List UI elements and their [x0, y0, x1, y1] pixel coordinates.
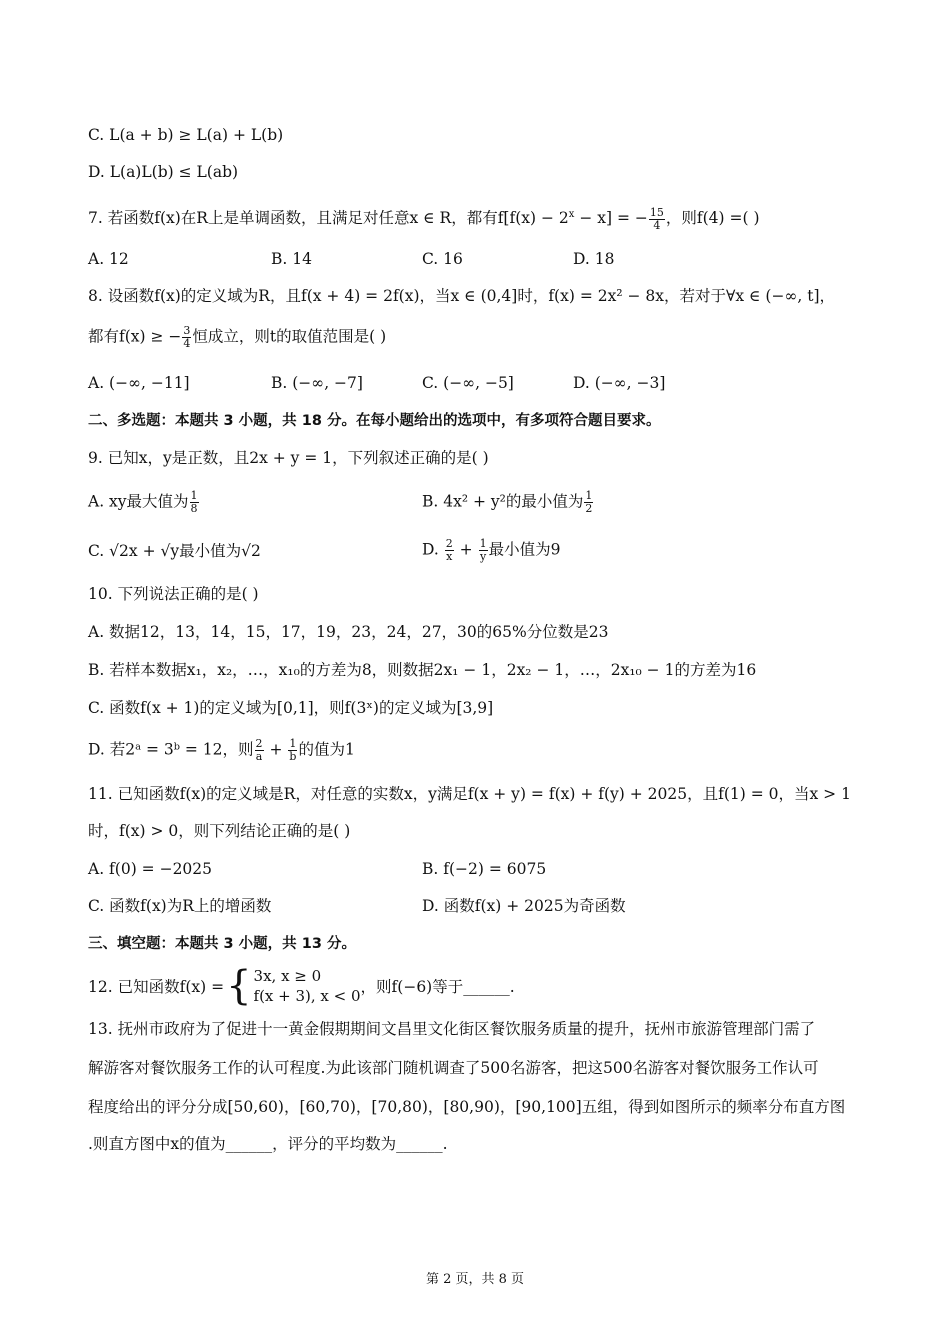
q6-option-d: D. L(a)L(b) ≤ L(ab): [88, 163, 239, 181]
q8-option-c: C. (−∞, −5]: [422, 374, 514, 392]
q9-option-a: [88, 490, 200, 515]
q9d-plus: +: [454, 540, 478, 559]
q7-exp: x: [568, 209, 575, 220]
section-3-heading: 三、填空题：本题共 3 小题，共 13 分。: [88, 936, 356, 952]
q10-option-c: C. 函数f(x + 1)的定义域为[0,1]，则f(3ˣ)的定义域为[3,9]: [88, 699, 494, 717]
q8-stem-line2: [88, 325, 386, 350]
q12-cases: [254, 966, 361, 1006]
q9a-num: 1: [190, 489, 198, 502]
page-footer: 第 2 页，共 8 页: [425, 1272, 525, 1287]
q10-stem: 10. 下列说法正确的是( ): [88, 585, 259, 603]
q9a-text: A. xy最大值为: [88, 492, 189, 511]
q9b-fraction: [584, 490, 593, 515]
q9d-num2: 1: [479, 537, 487, 550]
q10d-post: 的值为1: [298, 740, 355, 759]
q8-stem-pre: 都有f(x) ≥ −: [88, 327, 182, 346]
q7-stem: [88, 204, 760, 232]
q8-option-d: D. (−∞, −3]: [573, 374, 666, 392]
q10-option-d: [88, 738, 355, 763]
q11-option-d: D. 函数f(x) + 2025为奇函数: [422, 897, 626, 915]
q10d-num2: 1: [289, 737, 297, 750]
q9-option-c: C. √2x + √y最小值为√2: [88, 542, 261, 560]
q11-option-c: C. 函数f(x)为R上的增函数: [88, 897, 272, 915]
q9b-text: B. 4x² + y²的最小值为: [422, 492, 584, 511]
q8-option-a: A. (−∞, −11]: [88, 374, 190, 392]
q12-stem: [88, 964, 515, 1008]
q7-option-d: D. 18: [573, 250, 615, 268]
q8-frac-den: 4: [183, 337, 191, 350]
q9-stem: 9. 已知x，y是正数，且2x + y = 1，下列叙述正确的是( ): [88, 449, 489, 467]
q9-option-d: [422, 538, 560, 563]
q10-option-a: A. 数据12，13，14，15，17，19，23，24，27，30的65%分位数是23: [88, 623, 609, 641]
q10d-num1: 2: [255, 737, 263, 750]
q9-option-b: [422, 490, 594, 515]
q8-option-b: B. (−∞, −7]: [271, 374, 363, 392]
q7-stem-mid: − x] = −: [574, 209, 648, 228]
q11-stem-line2: 时，f(x) > 0，则下列结论正确的是( ): [88, 822, 351, 840]
q7-frac-num: 15: [649, 205, 664, 219]
q9d-fraction-1: [445, 538, 454, 563]
q9d-fraction-2: [479, 538, 488, 563]
q10-option-b: B. 若样本数据x₁，x₂，…，x₁₀的方差为8，则数据2x₁ − 1，2x₂ − 1，…，2x₁₀ − 1的方差为16: [88, 661, 757, 679]
q8-stem-post: 恒成立，则t的取值范围是( ): [192, 327, 387, 346]
q10d-text: D. 若2ᵃ = 3ᵇ = 12，则: [88, 740, 254, 759]
q12-case-2: f(x + 3), x < 0: [253, 987, 361, 1005]
q10d-den1: a: [255, 750, 263, 763]
q13-line3: 程度给出的评分分成[50,60)，[60,70)，[70,80)，[80,90)，[90,100]五组，得到如图所示的频率分布直方图: [88, 1098, 846, 1116]
q9d-den2: y: [479, 550, 487, 563]
q11-option-b: B. f(−2) = 6075: [422, 860, 547, 878]
q6-option-c: C. L(a + b) ≥ L(a) + L(b): [88, 126, 284, 144]
q7-fraction: [649, 207, 665, 232]
q8-fraction: [182, 325, 191, 350]
q8-stem-line1: 8. 设函数f(x)的定义域为R，且f(x + 4) = 2f(x)，当x ∈ (0,4]时，f(x) = 2x² − 8x，若对于∀x ∈ (−∞, t]，: [88, 287, 835, 305]
q7-stem-text: 7. 若函数f(x)在R上是单调函数，且满足对任意x ∈ R，都有f[f(x) − 2: [88, 209, 569, 228]
q13-line2: 解游客对餐饮服务工作的认可程度.为此该部门随机调查了500名游客，把这500名游客对餐饮服务工作认可: [88, 1059, 819, 1077]
q9b-den: 2: [585, 502, 593, 515]
q12-post: ，则f(−6)等于______.: [360, 978, 515, 996]
q7-frac-den: 4: [653, 218, 661, 232]
q12-text: 12. 已知函数f(x) =: [88, 978, 225, 996]
section-2-heading: 二、多选题：本题共 3 小题，共 18 分。在每小题给出的选项中，有多项符合题目要求。: [88, 413, 661, 429]
q9b-num: 1: [585, 489, 593, 502]
q9a-fraction: [190, 490, 199, 515]
q9a-den: 8: [190, 502, 198, 515]
q7-option-a: A. 12: [88, 250, 129, 268]
q11-stem-line1: 11. 已知函数f(x)的定义域是R，对任意的实数x，y满足f(x + y) = f(x) + f(y) + 2025，且f(1) = 0，当x > 1: [88, 785, 851, 803]
q8-frac-num: 3: [183, 324, 191, 337]
q7-stem-post: ，则f(4) =( ): [665, 209, 760, 228]
q10d-den2: b: [289, 750, 297, 763]
q9d-text: 最小值为9: [488, 540, 561, 559]
q10d-fraction-1: [255, 738, 264, 763]
q13-line1: 13. 抚州市政府为了促进十一黄金假期期间文昌里文化街区餐饮服务质量的提升，抚州市旅游管理部门需了: [88, 1020, 816, 1038]
q9d-den1: x: [446, 550, 453, 563]
q12-brace: {: [226, 963, 252, 1009]
q10d-fraction-2: [288, 738, 297, 763]
q11-option-a: A. f(0) = −2025: [88, 860, 213, 878]
q13-line4: .则直方图中x的值为______，评分的平均数为______.: [88, 1135, 448, 1153]
q10d-plus: +: [264, 740, 288, 759]
q7-option-c: C. 16: [422, 250, 463, 268]
q12-case-1: 3x, x ≥ 0: [253, 967, 322, 985]
q9d-num1: 2: [445, 537, 453, 550]
q9d-label: D.: [422, 540, 444, 559]
q7-option-b: B. 14: [271, 250, 312, 268]
